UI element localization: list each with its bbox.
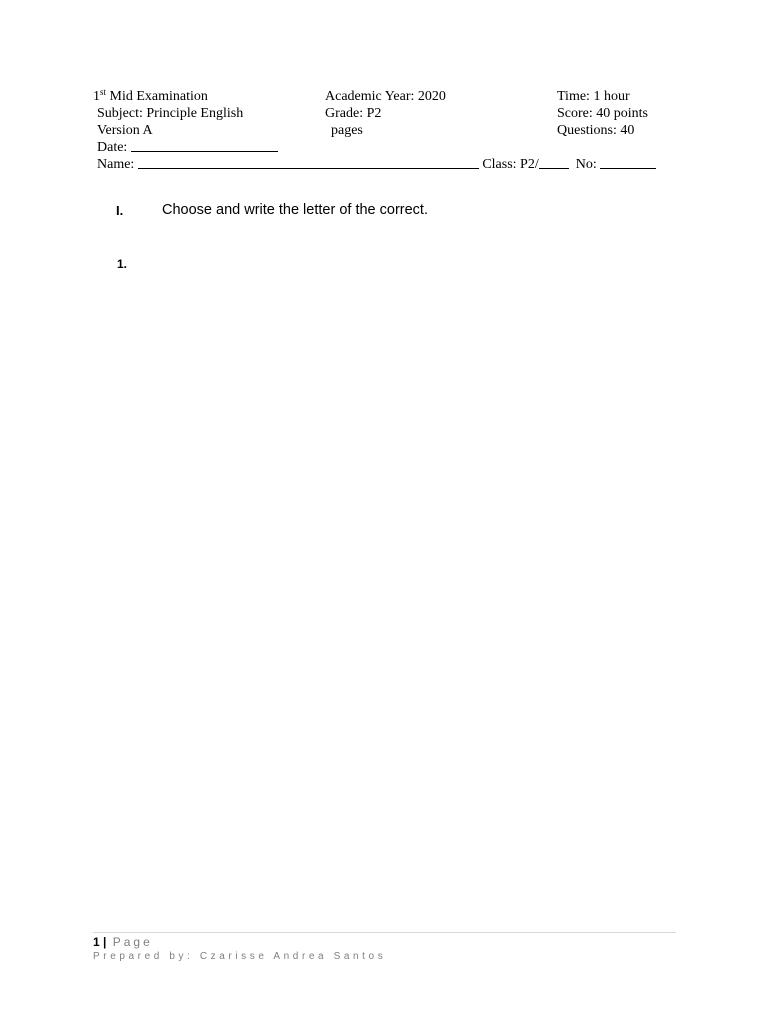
exam-title [93,88,208,105]
section-instruction: Choose and write the letter of the correct. [162,202,428,218]
name-row [97,156,656,173]
footer-page-number: 1 [93,935,100,949]
exam-name: Mid Examination [106,89,208,104]
no-blank [600,156,656,169]
pages: pages [331,123,363,138]
date-row [97,139,278,156]
footer-page-indicator [93,935,153,949]
date-blank [131,139,278,152]
footer-prepared-by: Prepared by: Czarisse Andrea Santos [93,951,387,962]
exam-ordinal-suffix: st [100,87,107,97]
grade: Grade: P2 [325,106,382,121]
academic-year: Academic Year: 2020 [325,89,446,104]
name-label: Name: [97,157,138,172]
class-label: Class: P2/ [478,157,539,172]
exam-time: Time: 1 hour [557,89,630,104]
section-numeral: I. [116,203,124,218]
footer-page-label: Page [106,935,153,949]
questions-count: Questions: 40 [557,123,635,138]
name-blank [138,156,479,169]
no-label: No: [568,157,601,172]
score: Score: 40 points [557,106,648,121]
subject: Subject: Principle English [97,106,244,121]
footer-divider [93,932,676,933]
class-blank [539,156,569,169]
footer-separator: | [99,935,107,949]
date-label: Date: [97,140,131,155]
version: Version A [97,123,153,138]
exam-ordinal-number: 1 [93,89,100,104]
question-number: 1. [117,257,128,271]
